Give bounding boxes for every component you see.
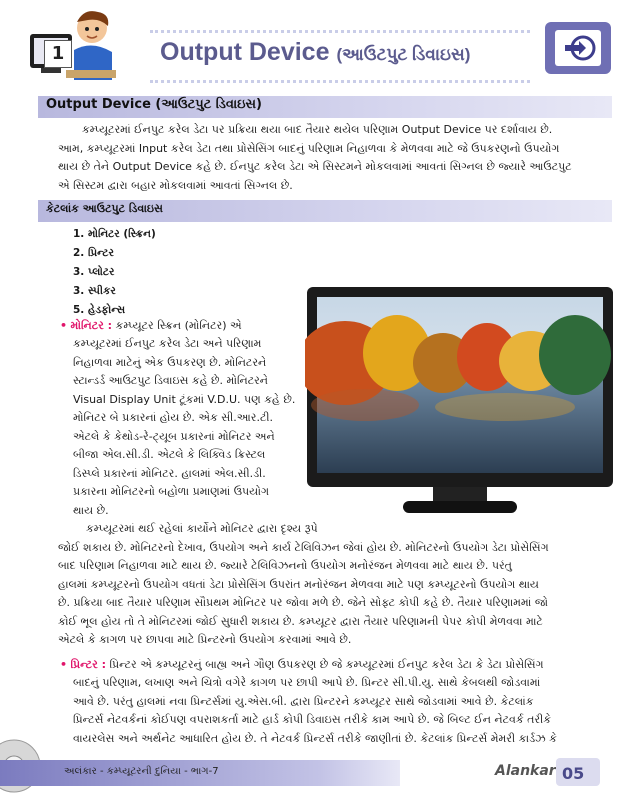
- section-heading-output-devices-list: કેટલાંક આઉટપુટ ડિવાઇસ: [46, 202, 163, 215]
- footer-book-title: અલંકાર - કમ્પ્યૂટરની દુનિયા - ભાગ-7: [64, 766, 219, 777]
- paragraph-line: કોઈ ભૂલ હોય તો તે મોનિટરમાં જોઈ સુધારી શકાય છે. કમ્પ્યૂટર દ્વારા તૈયાર પરિણામની પેપર કોપી મેળવવા માટે: [58, 614, 543, 628]
- paragraph-line: હાલમાં કમ્પ્યૂટરનો ઉપયોગ વધતાં ડેટા પ્રોસેસિંગ ઉપરાંત મનોરંજન મેળવવા માટે પણ કમ્પ્યૂટરનો ઉપયોગ થાય: [58, 577, 539, 591]
- monitor-paragraph: [60, 317, 300, 336]
- list-item: 3. સ્પીકર: [73, 285, 116, 297]
- paragraph-line: આમ, કમ્પ્યૂટરમાં Input કરેલ ડેટા તથા પ્રોસેસિંગ બાદનું પરિણામ નિહાળવા કે મેળવવા માટે જે ઉપકરણનો ઉપયોગ: [58, 141, 560, 155]
- paragraph-line: થાય છે તેને Output Device કહે છે. ઈનપુટ કરેલ ડેટા એ સિસ્ટમને મોકલવામાં આવતાં સિગ્નલ છે જ્યારે આઉટપુટ: [58, 160, 572, 173]
- page-number: 05: [562, 764, 585, 783]
- header-dotted-rule: [150, 30, 530, 33]
- output-device-paragraph: [58, 121, 610, 195]
- lcd-monitor-image: [305, 287, 615, 527]
- list-item: 3. પ્લોટર: [73, 266, 115, 278]
- page-title-english: Output Device: [160, 38, 330, 66]
- paragraph-line: થાય છે.: [73, 503, 109, 517]
- paragraph-line: સ્ટાન્ડર્ડ આઉટપુટ ડિવાઇસ કહે છે. મોનિટરને: [73, 374, 268, 387]
- section-heading-output-device: Output Device (આઉટપુટ ડિવાઇસ): [46, 97, 262, 112]
- paragraph-line: [60, 317, 300, 336]
- monitor-paragraph-continued: [58, 520, 610, 650]
- paragraph-line: ડિસ્પ્લે પ્રકારનાં મોનિટર. હાલમાં એલ.સી.ડી.: [73, 466, 266, 480]
- printer-term: પ્રિન્ટર :: [70, 658, 106, 671]
- monitor-first-line: કમ્પ્યૂટર સ્ક્રિન (મોનિટર) એ: [115, 319, 242, 332]
- list-item: 5. હેડફોન્સ: [73, 304, 126, 316]
- paragraph-line: કમ્પ્યૂટરમાં ઈનપુટ કરેલ ડેટા અને પરિણામ: [73, 337, 262, 350]
- publisher-logo: Alankar: [495, 763, 556, 779]
- printer-first-line: પ્રિન્ટર એ કમ્પ્યૂટરનું બાહ્ય અને ગૌણ ઉપકરણ છે જે કમ્પ્યૂટરમાં ઈનપુટ કરેલ ડેટા કે ડેટા પ્રોસેસિંગ: [109, 658, 544, 671]
- paragraph-line: વાયરલેસ અને અર્થનેટ આધારિત હોય છે. તે નેટવર્ક પ્રિન્ટર્સ તરીકે જાણીતાં છે. કેટલાંક પ્રિન્ટર્સ મેમરી કાર્ડઝ કે: [73, 731, 557, 745]
- paragraph-line: બાદ પરિણામ નિહાળવા માટે થાય છે. જ્યારે ટેલિવિઝનનો ઉપયોગ મનોરંજન મેળવવા માટે થાય છે. પરંતુ: [58, 559, 512, 572]
- exit-icon: [545, 22, 611, 74]
- bullet-icon: •: [60, 319, 68, 332]
- paragraph-line: આવે છે. પરંતુ હાલમાં નવા પ્રિન્ટર્સમાં યુ.એસ.બી. દ્વારા પ્રિન્ટરને કમ્પ્યૂટર સાથે જોડવામાં આવે છે. કેટલાંક: [73, 694, 534, 708]
- paragraph-line: બાદનું પરિણામ, લખાણ અને ચિત્રો વગેરે કાગળ પર છાપી આપે છે. પ્રિન્ટર સી.પી.યુ. સાથે કેબલથી જોડવામાં: [73, 676, 541, 689]
- printer-paragraph: [60, 656, 610, 675]
- paragraph-line: પ્રિન્ટર્સ નેટવર્કનાં કોઈપણ વપરાશકર્તા માટે હાર્ડ કોપી ડિવાઇસ તરીકે કામ આપે છે. જે બિલ્ટ ઈન નેટવર્ક તરીકે: [73, 713, 552, 726]
- output-devices-list: [73, 225, 156, 320]
- paragraph-line: એટલે કે કેથોડ-રે-ટ્યૂબ પ્રકારનાં મોનિટર અને: [73, 429, 275, 443]
- paragraph-line: બીજા એલ.સી.ડી. એટલે કે લિક્વિડ ક્રિસ્ટલ: [73, 448, 266, 461]
- monitor-paragraph-body: [73, 335, 301, 520]
- page-title: [160, 38, 470, 67]
- printer-paragraph-body: [73, 674, 611, 748]
- paragraph-line: નિહાળવા માટેનું એક ઉપકરણ છે. મોનિટરને: [73, 355, 267, 369]
- paragraph-line: એ સિસ્ટમ દ્વારા બહાર મોકલવામાં આવતાં સિગ્નલ છે.: [58, 178, 293, 192]
- lesson-number-badge: 1: [44, 40, 72, 68]
- paragraph-line: એટલે કે કાગળ પર છાપવા માટે પ્રિન્ટરનો ઉપયોગ કરવામાં આવે છે.: [58, 633, 352, 646]
- list-item: 1. મોનિટર (સ્ક્રિન): [73, 228, 156, 240]
- paragraph-line: જોઈ શકાય છે. મોનિટરનો દેખાવ, ઉપયોગ અને કાર્ય ટેલિવિઝન જેવાં હોય છે. મોનિટરનો ઉપયોગ ડેટા પ્રોસેસિંગ: [58, 540, 549, 554]
- boy-at-computer-illustration: [26, 6, 121, 84]
- header-dotted-rule: [150, 80, 530, 83]
- paragraph-line: કમ્પ્યૂટરમાં ઈનપુટ કરેલ ડેટા પર પ્રક્રિયા થયા બાદ તૈયાર થયેલ પરિણામ Output Device પર દર્શાવાય છે.: [82, 123, 553, 136]
- page-title-gujarati: (આઉટપુટ ડિવાઇસ): [336, 45, 471, 64]
- paragraph-line: કમ્પ્યૂટરમાં થઈ રહેલાં કાર્યોને મોનિટર દ્વારા દૃશ્ય રૂપે: [86, 522, 318, 535]
- list-item: 2. પ્રિન્ટર: [73, 247, 114, 259]
- paragraph-line: છે. પ્રક્રિયા બાદ તૈયાર પરિણામ સૌપ્રથમ મોનિટર પર જોવા મળે છે. જેને સોફ્ટ કોપી કહે છે. તૈયાર પરિણામમાં જો: [58, 596, 549, 609]
- monitor-term: મોનિટર :: [70, 319, 113, 332]
- paragraph-line: [60, 656, 610, 675]
- paragraph-line: Visual Display Unit ટૂંકમાં V.D.U. પણ કહે છે.: [73, 392, 296, 406]
- paragraph-line: મોનિટર બે પ્રકારનાં હોય છે. એક સી.આર.ટી.: [73, 411, 273, 424]
- bullet-icon: •: [60, 658, 68, 671]
- paragraph-line: પ્રકારના મોનિટરનો બહોળા પ્રમાણમાં ઉપયોગ: [73, 485, 269, 498]
